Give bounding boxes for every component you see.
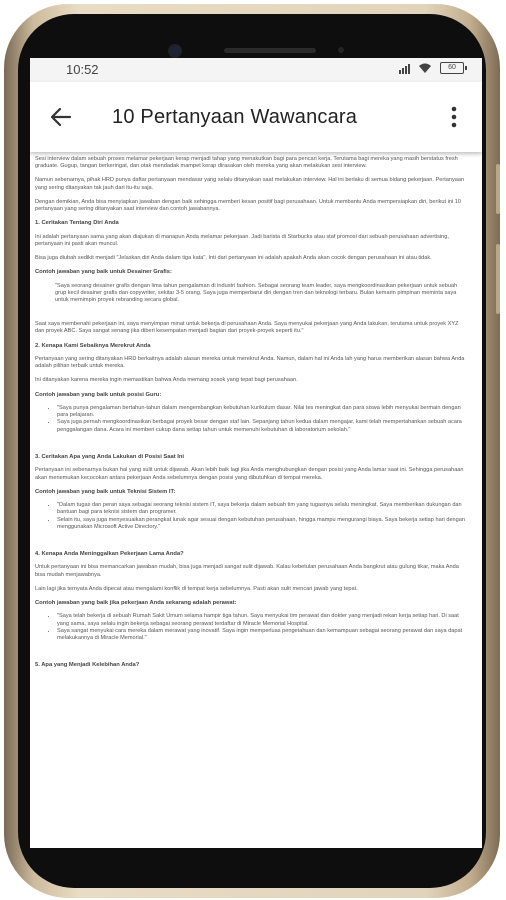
front-camera xyxy=(170,46,180,56)
question-2-title: 2. Kenapa Kami Sebaiknya Merekrut Anda xyxy=(35,342,151,349)
more-vert-icon[interactable] xyxy=(442,104,466,130)
question-2-list xyxy=(35,405,468,434)
question-4-paragraph-1: Untuk pertanyaan ini bisa memancarkan jawaban mudah, bisa juga menjadi sangat sulit dijawab. Kalau kebetulan perusahaan Anda bangkrut atau gulung tikar, maka Anda bisa mudah menjawabnya. xyxy=(35,564,459,578)
question-1-paragraph-2: Bisa juga diubah sedikit menjadi "Jelaskan diri Anda dalam tiga kata". Inti dari pertanyaan ini adalah apakah Anda akan cocok dengan perusahaan ini atau tidak. xyxy=(35,255,432,262)
question-1-paragraph-3: Saat saya membenahi pekerjaan ini, saya menyimpan minat untuk bekerja di perusahaan Anda. Saya menyukai pekerjaan yang Anda lakukan, terutama untuk proyek XYZ dan proyek ABC. Saya sangat senang jika diberi kesempatan menjadi bagian dari proyek-proyek seperti itu." xyxy=(35,321,459,335)
question-1-title: 1. Ceritakan Tentang Diri Anda xyxy=(35,220,119,227)
status-icons xyxy=(399,62,464,74)
list-item: • Selain itu, saya juga menyesuaikan perangkat lunak agar sesuai dengan kebutuhan perusahaan, hingga mampu mengurangi biaya. Saya bekerja setiap hari dengan menggunakan Microsoft Active Directory." xyxy=(57,517,468,531)
question-4-title: 4. Kenapa Anda Meninggalkan Pekerjaan Lama Anda? xyxy=(35,550,184,557)
arrow-back-icon[interactable] xyxy=(48,104,74,130)
list-item: • "Saya telah bekerja di sebuah Rumah Sakit Umum selama hampir tiga tahun. Saya menyukai tim perawat dan dokter yang menjadi rekan kerja setiap hari. Di saat yang sama, saya selalu ingin bekerja sebagai seorang perawat terdaftar di Miracle Memorial Hospital. xyxy=(57,613,468,627)
question-2-paragraph-1: Pertanyaan yang sering ditanyakan HRD berkaitnya adalah alasan mereka untuk merekrut Anda. Namun, dalam hal ini Anda lah yang harus memberikan alasan bahwa Anda adalah pilihan terbaik untuk mereka. xyxy=(35,356,465,370)
intro-paragraph-1: Sesi interview dalam sebuah proses melamar pekerjaan kerap menjadi tahap yang menakutkan bagi para pencari kerja. Terutama bagi mereka yang masih berstatus fresh graduate. Gugup, tangan berkeringat, dan otak mendadak mampet kerap dirasakan oleh mereka yang akan melakukan sesi interview. xyxy=(35,156,458,170)
earpiece-speaker xyxy=(224,48,316,53)
question-3-paragraph-1: Pertanyaan ini sebenarnya bukan hal yang sulit untuk dijawab. Akan lebih baik lagi jika Anda menghubungkan dengan posisi yang Anda lamar saat ini. Sehingga perusahaan akan menemukan kecocokan antara pekerjaan Anda sebelumnya dengan posisi yang dibutuhkan di tempat mereka. xyxy=(35,467,464,481)
list-item: • Saya sangat menyukai cara mereka dalam merawat yang inovatif. Saya ingin memperluas pengetahuan dan kemampuan sebagai seorang perawat dan saya dapat melakukannya di Miracle Memorial." xyxy=(57,628,468,642)
volume-button xyxy=(496,164,500,214)
question-4-paragraph-2: Lain lagi jika ternyata Anda dipecat atau mengalami konflik di tempat kerja sebelumnya. Pasti akan sulit mencari jawab yang tepat. xyxy=(35,585,358,592)
battery-icon: 60 xyxy=(440,62,464,74)
app-bar xyxy=(30,82,482,152)
proximity-sensor xyxy=(338,47,344,53)
intro-paragraph-3: Dengan demikian, Anda bisa menyiapkan jawaban dengan baik sehingga memberi kesan positif bagi perusahaan. Untuk membantu Anda mempersiapkan diri, berikut ini 10 pertanyaan yang sering ditanyakan saat interview dan contoh jawabannya. xyxy=(35,198,462,213)
intro-paragraph-2: Namun sebenarnya, pihak HRD punya daftar pertanyaan mendasar yang selalu ditanyakan saat melakukan interview. Hal ini berlaku di semua bidang pekerjaan. Pertanyaan yang sering ditanyakan tak jauh dari itu-itu saja. xyxy=(35,177,465,191)
signal-icon xyxy=(399,62,410,74)
status-time: 10:52 xyxy=(66,62,99,77)
question-4-list xyxy=(35,613,468,642)
question-1-paragraph-1: Ini adalah pertanyaan sama yang akan diajukan di manapun Anda melamar pekerjaan. Jadi barista di Starbucks atau staf promosi dari sebuah perusahaan advertising, pertanyaan ini pasti akan muncul. xyxy=(35,233,449,247)
power-button xyxy=(496,244,500,314)
question-3-list xyxy=(35,502,468,531)
question-3-example-title: Contoh jawaban yang baik untuk Teknisi Sistem IT: xyxy=(35,488,176,495)
status-bar xyxy=(30,58,482,82)
wifi-icon xyxy=(418,63,432,74)
question-4-example-title: Contoh jawaban yang baik jika pekerjaan Anda sekarang adalah perawat: xyxy=(35,599,237,606)
question-1-example-title: Contoh jawaban yang baik untuk Desainer Grafis: xyxy=(35,269,172,276)
list-item: • "Dalam tugas dan peran saya sebagai seorang teknisi sistem IT, saya bekerja dalam sebuah tim yang tugasnya selalu meningkat. Saya memberikan dukungan dan bantuan bagi para teknisi sistem dan programer. xyxy=(57,502,468,516)
screen xyxy=(30,58,482,848)
list-item: • Saya juga pernah mengkoordinasikan berbagai proyek besar dengan staf lain. Sepanjang tahun kedua dalam mengajar, kami telah mempertahankan sebuah acara penggalangan dana. Acara ini memberi cukup dana setiap tahun untuk memenuhi kebutuhan di laboratorium sekolah." xyxy=(57,419,468,433)
question-3-title: 3. Ceritakan Apa yang Anda Lakukan di Posisi Saat Ini xyxy=(35,453,185,460)
article-content[interactable] xyxy=(30,156,482,848)
list-item: • "Saya punya pengalaman bertahun-tahun dalam mengembangkan kebutuhan kurikulum dasar. Nilai tes meningkat dan para siswa lebih menyukai bermain dengan para pelajaran. xyxy=(57,405,468,419)
question-2-paragraph-2: Ini ditanyakan karena mereka ingin memastikan bahwa Anda memang sosok yang tepat bagi perusahaan. xyxy=(35,377,298,384)
question-5-title: 5. Apa yang Menjadi Kelebihan Anda? xyxy=(35,662,140,669)
page-title: 10 Pertanyaan Wawancara xyxy=(112,106,358,128)
question-1-quote: "Saya seorang desainer grafis dengan lima tahun pengalaman di industri fashion. Sebagai seorang team leader, saya mengkoordinasikan pekerjaan untuk sebuah grup kecil desainer grafis dan copywriter, sekitar 3-5 orang. Saya juga memperbarui diri dengan tren dan teknologi terbaru. Bulan kemarin pimpinan meminta saya untuk memimpin proyek rebranding secara global. xyxy=(55,282,458,304)
question-2-example-title: Contoh jawaban yang baik untuk posisi Guru: xyxy=(35,391,162,398)
